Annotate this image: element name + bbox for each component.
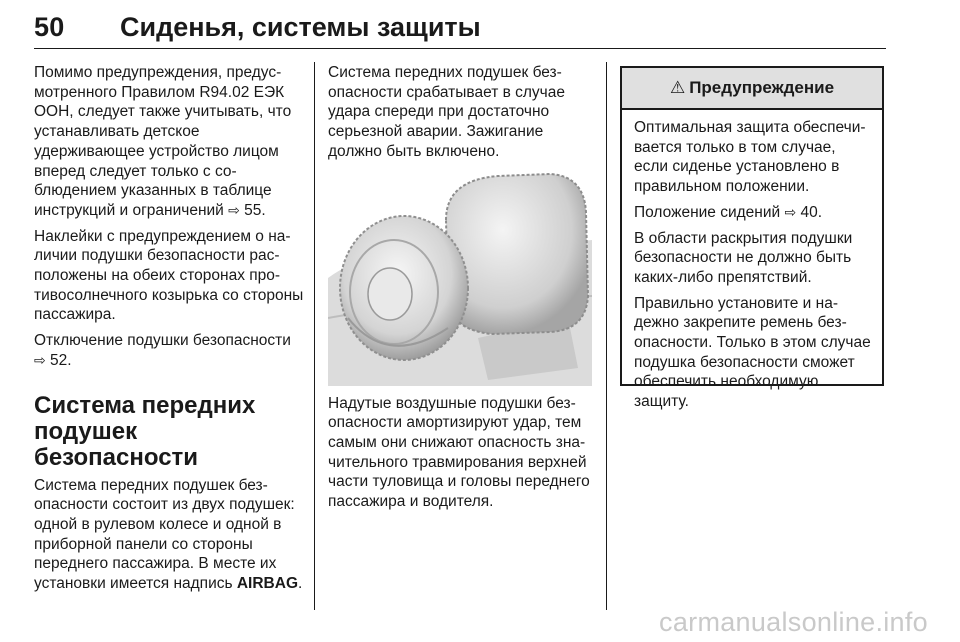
page-reference-link[interactable]: 55. [244, 201, 266, 219]
page-header [34, 6, 886, 48]
middle-column [328, 63, 592, 518]
running-title: Сиденья, системы защиты [120, 12, 481, 42]
header-rule [34, 48, 886, 49]
airbag-label: AIRBAG [236, 575, 298, 593]
cross-reference-arrow-icon: ⇨ [228, 201, 240, 218]
airbag-illustration [328, 168, 592, 386]
column-divider [606, 62, 607, 610]
paragraph: В области раскрытия подушки безопасности не должно быть каких-либо препятствий. [634, 229, 853, 286]
watermark: carmanualsonline.info [659, 607, 928, 637]
paragraph: Правильно установите и надежно закрепите ремень безопасности. Только в этом случае подушка безопасности сможет обеспечить необходимую защиту. [634, 294, 871, 411]
paragraph: Отключение подушки безопасности ⇨ 52. [34, 332, 291, 369]
paragraph: Система передних подушек безопасности состоит из двух подушек: одной в рулевом колесе и одной в приборной панели со стороны переднего пассажира. В месте их установки имеется надпись AIRBAG. [34, 476, 303, 593]
paragraph: Надутые воздушные подушки безопасности амортизируют удар, тем самым они снижают опасность значительного травмирования верхней части туловища и головы переднего пассажира и водителя. [328, 394, 590, 511]
cross-reference-arrow-icon: ⇨ [784, 203, 797, 220]
column-divider [314, 62, 315, 610]
page-reference-link[interactable]: 52. [50, 351, 72, 369]
warning-body [622, 110, 882, 412]
paragraph: Система передних подушек безопасности срабатывает в случае удара спереди при достаточно серьезной аварии. Зажигание должно быть включено. [328, 64, 566, 160]
warning-triangle-icon: ⚠ [669, 78, 686, 97]
warning-header [622, 68, 882, 110]
cross-reference-arrow-icon: ⇨ [34, 351, 46, 368]
paragraph: Наклейки с предупреждением о наличии подушки безопасности расположены на обеих сторонах противосолнечного козырька со стороны пассажира. [34, 227, 304, 324]
warning-box [620, 66, 884, 411]
left-column [34, 63, 306, 600]
page-number: 50 [34, 12, 65, 42]
paragraph: Помимо предупреждения, предусмотренного Правилом R94.02 ЕЭК ООН, следует также учитывать, что устанавливать детское удерживающее устройство лицом вперед следует только с соблюдением указанных в таблице инструкций и ограничений ⇨ 55. [34, 64, 292, 219]
page-reference-link[interactable]: 40. [800, 203, 823, 221]
paragraph: Положение сидений ⇨ 40. [634, 203, 823, 221]
warning-title: Предупреждение [689, 78, 835, 97]
section-heading: Система передних подушек безопасности [34, 391, 256, 471]
paragraph: Оптимальная защита обеспечивается только в том случае, если сиденье установлено в правильном положении. [634, 119, 866, 196]
